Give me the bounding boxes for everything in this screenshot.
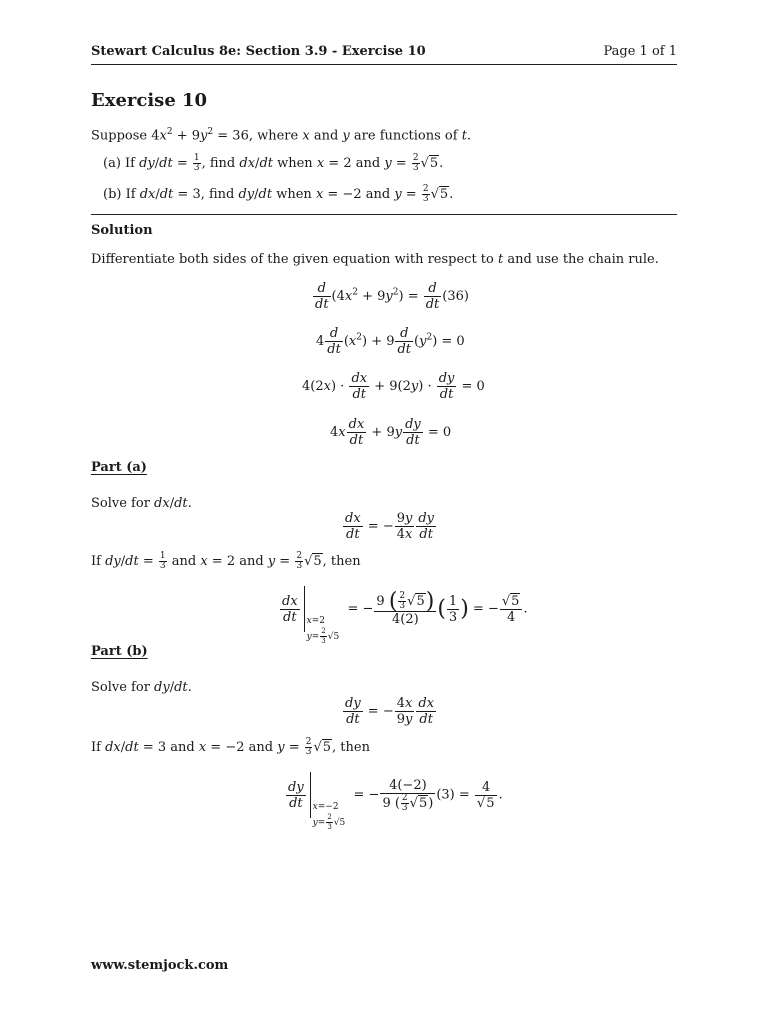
exercise-part-a: (a) If dy/dt = $\frac{1}{3}$ , find dx/dt when x = 2 and y = $\frac{2}{3}$ √5.	[103, 153, 444, 173]
solution-heading: Solution	[91, 223, 153, 238]
equation-3: 4(2x) · $\frac{dx}{dt}$ + 9(2y) · $\frac{dy}{dt}$ = 0	[302, 371, 485, 402]
part-a-given: If dy/dt = $\frac{1}{3}$ and x = 2 and y = $\frac{2}{3}$ √5, then	[91, 551, 361, 571]
part-a-result: $\frac{dx}{dt}$ x=2 y= $\frac{2}{3}$ √5 = − 9 ( $\frac{2}{3}$ √5) 4(2) ( $\frac{1}{3}$ ) = − $\frac{√5}{4}$ .	[279, 586, 528, 632]
equation-1: $\frac{d}{dt}$ $(4x^2 + 9y^2)$ = $\frac{d}{dt}$ (36)	[315, 281, 469, 312]
part-b-given: If dx/dt = 3 and x = −2 and y = $\frac{2}{3}$ √5, then	[91, 737, 370, 757]
part-a-heading: Part (a)	[91, 460, 147, 475]
part-a-solve: Solve for dx/dt.	[91, 496, 192, 511]
exercise-intro: Suppose $4x^2 + 9y^2 = 36$, where x and y are functions of t.	[91, 127, 472, 144]
part-b-result: $\frac{dy}{dt}$ x=−2 y= $\frac{2}{3}$ √5 = − 4(−2) 9 ( $\frac{2}{3}$ √5) (3) = $\frac{4}{√5}$ .	[285, 772, 503, 818]
header-title: Stewart Calculus 8e: Section 3.9 - Exercise 10	[91, 44, 426, 59]
equation-4: 4x $\frac{dx}{dt}$ + 9y $\frac{dy}{dt}$ = 0	[330, 417, 452, 448]
solution-intro: Differentiate both sides of the given equation with respect to t and use the chain rule.	[91, 252, 659, 267]
footer-url[interactable]: www.stemjock.com	[91, 958, 229, 973]
header-rule	[91, 64, 677, 65]
part-b-solved-equation: $\frac{dy}{dt}$ = − $\frac{4x}{9y}$ $\frac{dx}{dt}$	[345, 696, 435, 727]
equation-2: 4 $\frac{d}{dt}$ $(x^2) + 9$ $\frac{d}{dt}$ $(y^2) = 0$	[316, 326, 465, 357]
part-b-heading: Part (b)	[91, 644, 148, 659]
exercise-part-b: (b) If dx/dt = 3, find dy/dt when x = −2 and y = $\frac{2}{3}$ √5.	[103, 184, 454, 204]
exercise-heading: Exercise 10	[91, 90, 208, 111]
part-a-solved-equation: $\frac{dx}{dt}$ = − $\frac{9y}{4x}$ $\frac{dy}{dt}$	[345, 511, 435, 542]
exercise-rule	[91, 214, 677, 215]
page-number: Page 1 of 1	[603, 44, 677, 59]
part-b-solve: Solve for dy/dt.	[91, 680, 192, 695]
